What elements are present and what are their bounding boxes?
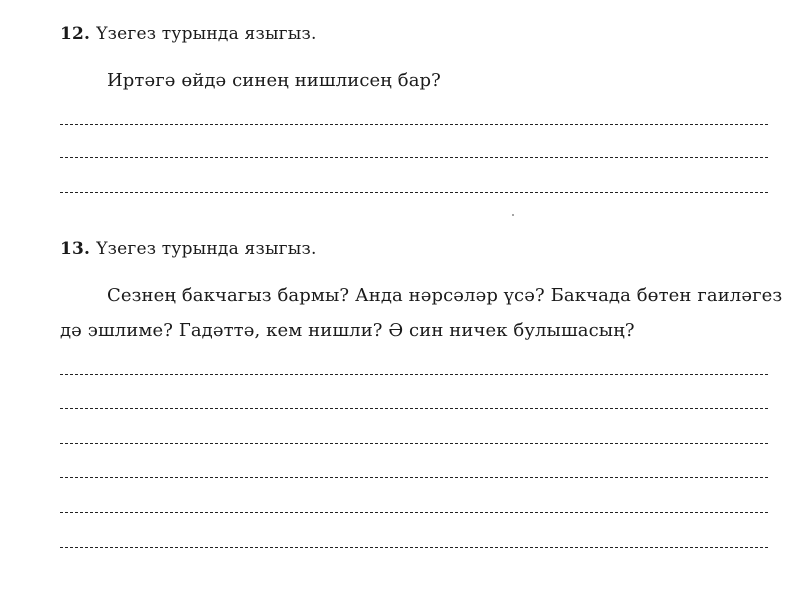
task-12-question: Иртәгә өйдә синең нишлисең бар? (107, 70, 441, 91)
task-13-question-line-1: Сезнең бакчагыз бармы? Анда нәрсәләр үсә? Бакчада бөтен гаиләгез (107, 285, 783, 306)
scan-speck (512, 214, 514, 216)
task-13-answer-line-4[interactable] (60, 477, 768, 478)
task-13-heading (60, 239, 317, 259)
task-13-number: 13. (60, 239, 91, 259)
task-12-answer-line-2[interactable] (60, 157, 768, 158)
task-13-question-line-2: дә эшлиме? Гадәттә, кем нишли? Ә син ничек булышасың? (60, 320, 635, 341)
task-13-answer-line-2[interactable] (60, 408, 768, 409)
task-13-instruction: Үзегез турында языгыз. (96, 239, 317, 259)
task-12-number: 12. (60, 24, 91, 44)
task-13-answer-line-5[interactable] (60, 512, 768, 513)
task-13-answer-line-6[interactable] (60, 547, 768, 548)
task-13-answer-line-1[interactable] (60, 374, 768, 375)
task-12-instruction: Үзегез турында языгыз. (96, 24, 317, 44)
task-12-answer-line-1[interactable] (60, 124, 768, 125)
task-12-answer-line-3[interactable] (60, 192, 768, 193)
task-13-answer-line-3[interactable] (60, 443, 768, 444)
task-12-heading (60, 24, 317, 44)
